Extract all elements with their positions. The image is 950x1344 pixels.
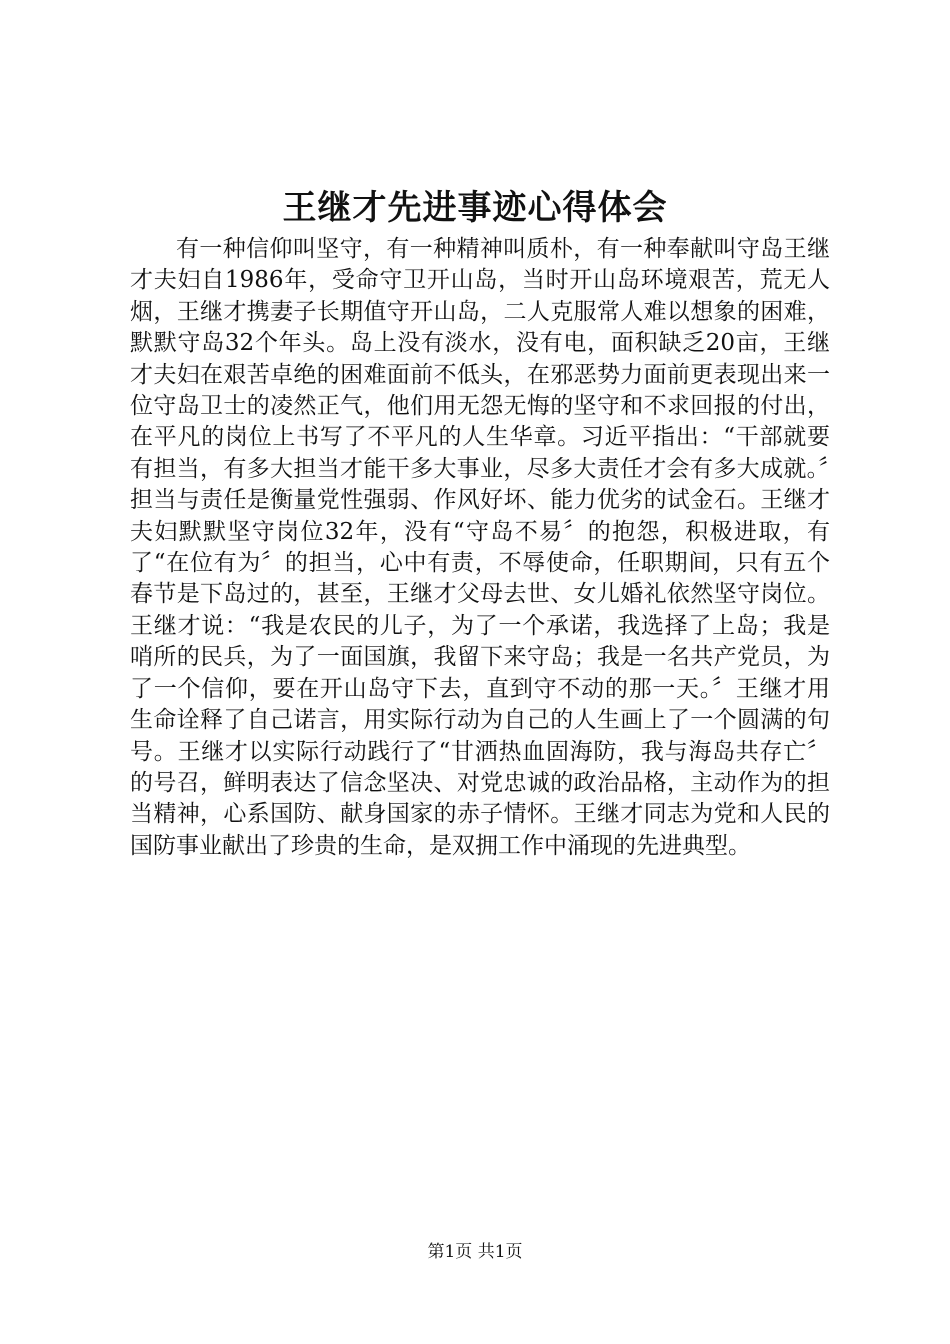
body-paragraph: 有一种信仰叫坚守，有一种精神叫质朴，有一种奉献叫守岛王继才夫妇自1986年，受命守卫开山岛，当时开山岛环境艰苦，荒无人烟，王继才携妻子长期值守开山岛，二人克服常人难以想象的困难，默默守岛32个年头。岛上没有淡水，没有电，面积缺乏20亩，王继才夫妇在艰苦卓绝的困难面前不低头，在邪恶势力面前更表现出来一位守岛卫士的凌然正气，他们用无怨无悔的坚守和不求回报的付出，在平凡的岗位上书写了不平凡的人生华章。习近平指出：“干部就要有担当，有多大担当才能干多大事业，尽多大责任才会有多大成就。〞担当与责任是衡量党性强弱、作风好坏、能力优劣的试金石。王继才夫妇默默坚守岗位32年，没有“守岛不易〞的抱怨，积极进取，有了“在位有为〞的担当，心中有责，不辱使命，任职期间，只有五个春节是下岛过的，甚至，王继才父母去世、女儿婚礼依然坚守岗位。王继才说：“我是农民的儿子，为了一个承诺，我选择了上岛；我是哨所的民兵，为了一面国旗，我留下来守岛；我是一名共产党员，为了一个信仰，要在开山岛守下去，直到守不动的那一天。〞王继才用生命诠释了自己诺言，用实际行动为自己的人生画上了一个圆满的句号。王继才以实际行动践行了“甘洒热血固海防，我与海岛共存亡〞的号召，鲜明表达了信念坚决、对党忠诚的政治品格，主动作为的担当精神，心系国防、献身国家的赤子情怀。王继才同志为党和人民的国防事业献出了珍贵的生命，是双拥工作中涌现的先进典型。 <box>130 236 830 859</box>
page-footer: 第1页 共1页 <box>427 1242 523 1262</box>
document-title: 王继才先进事迹心得体会 <box>282 188 668 228</box>
